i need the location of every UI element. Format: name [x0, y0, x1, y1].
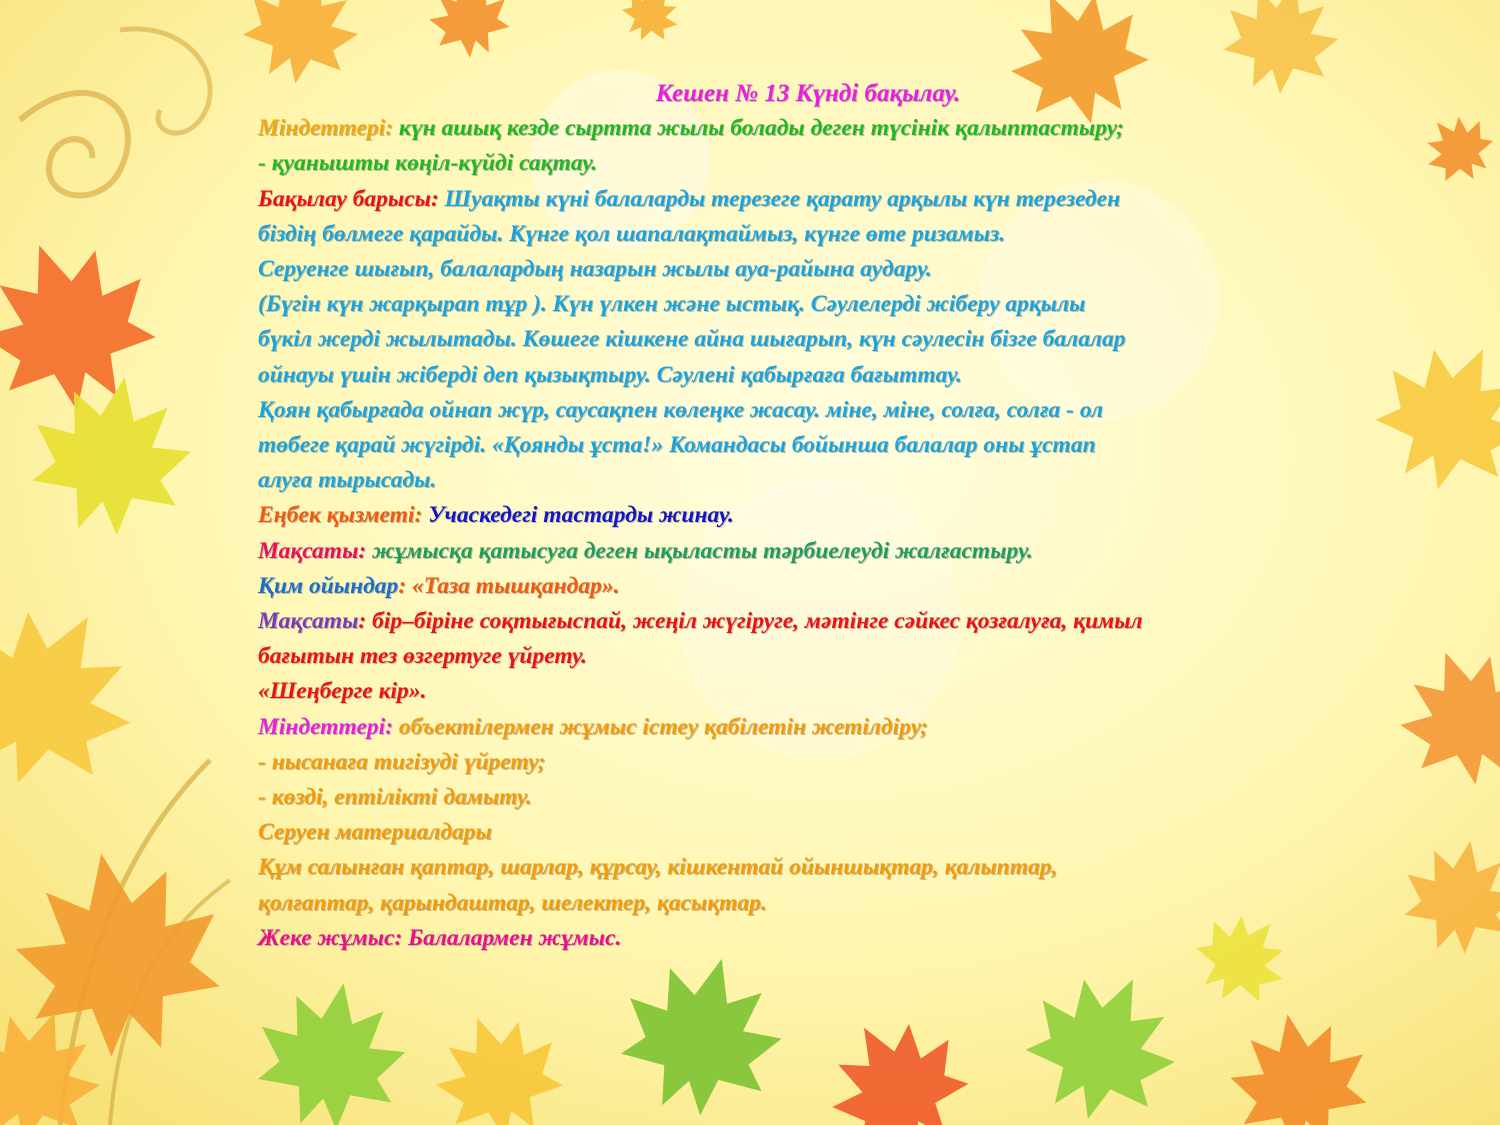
text-line	[258, 745, 1368, 780]
text-segment: Бақылау барысы:	[258, 185, 445, 212]
text-segment: Мақсаты:	[258, 537, 373, 564]
text-line	[258, 146, 1368, 181]
text-line	[258, 498, 1368, 533]
text-segment: «Шеңберге кір».	[258, 678, 427, 705]
text-line	[258, 428, 1368, 463]
text-segment: Учаскедегі тастарды жинау.	[428, 502, 734, 529]
text-segment: жұмысқа қатысуға деген ықыласты тәрбиелеуді жалғастыру.	[372, 537, 1033, 564]
text-segment: - нысанаға тигізуді үйрету;	[258, 748, 546, 775]
text-line	[258, 674, 1368, 709]
document-text	[258, 76, 1368, 956]
text-segment: алуға тырысады.	[258, 467, 437, 494]
text-segment: төбеге қарай жүгірді. «Қоянды ұста!» Командасы бойынша балалар оны ұстап	[258, 432, 1096, 459]
text-segment: Қим ойындар	[258, 572, 399, 599]
text-line	[258, 815, 1368, 850]
text-line	[258, 710, 1368, 745]
page-title: Кешен № 13 Күнді бақылау.	[655, 80, 961, 107]
text-segment: ойнауы үшін жіберді деп қызықтыру. Сәулені қабырғаға бағыттау.	[258, 361, 962, 388]
text-line	[258, 358, 1368, 393]
text-segment: бүкіл жерді жылытады. Көшеге кішкене айна шығарып, күн сәулесін бізге балалар	[258, 326, 1126, 353]
text-segment: Қоян қабырғада ойнап жүр, саусақпен көлеңке жасау. міне, міне, солға, солға - ол	[258, 396, 1104, 423]
text-segment: қолғаптар, қарындаштар, шелектер, қасықтар.	[258, 889, 767, 916]
text-segment: Серуен материалдары	[258, 819, 492, 846]
text-line	[258, 111, 1368, 146]
text-segment: бағытын тез өзгертуге үйрету.	[258, 643, 587, 670]
text-segment: Еңбек қызметі:	[258, 502, 429, 529]
text-line	[258, 534, 1368, 569]
text-segment: - қуанышты көңіл-күйді сақтау.	[258, 150, 598, 177]
text-segment: Міндеттері:	[258, 713, 399, 740]
text-line	[258, 604, 1368, 639]
text-segment: күн ашық кезде сыртта жылы болады деген түсінік қалыптастыру;	[398, 115, 1124, 142]
text-line	[258, 639, 1368, 674]
text-line	[258, 921, 1368, 956]
text-segment: : «Таза тышқандар».	[398, 572, 620, 599]
text-line	[258, 217, 1368, 252]
text-segment: : бір–біріне соқтығыспай, жеңіл жүгіруге, мәтінге сәйкес қозғалуға, қимыл	[358, 608, 1143, 635]
text-line	[258, 322, 1368, 357]
text-segment: Серуенге шығып, балалардың назарын жылы ауа-райына аудару.	[258, 256, 932, 283]
text-line	[258, 850, 1368, 885]
text-segment: біздің бөлмеге қарайды. Күнге қол шапалақтаймыз, күнге өте ризамыз.	[258, 220, 1006, 247]
text-segment: Мақсаты	[258, 608, 359, 635]
text-line	[258, 252, 1368, 287]
text-line	[258, 182, 1368, 217]
text-segment: Шуақты күні балаларды терезеге қарату арқылы күн терезеден	[444, 185, 1121, 212]
text-segment: объектілермен жұмыс істеу қабілетін жетілдіру;	[398, 713, 928, 740]
text-segment: (Бүгін күн жарқырап тұр ). Күн үлкен және ыстық. Сәулелерді жіберу арқылы	[258, 291, 1086, 318]
text-line	[258, 569, 1368, 604]
text-line	[258, 886, 1368, 921]
text-segment: - көзді, ептілікті дамыту.	[258, 784, 532, 811]
text-line	[258, 393, 1368, 428]
text-segment: Міндеттері:	[258, 115, 399, 142]
text-line	[258, 780, 1368, 815]
text-segment: Жеке жұмыс: Балалармен жұмыс.	[258, 924, 622, 951]
text-segment: Құм салынған қаптар, шарлар, құрсау, кішкентай ойыншықтар, қалыптар,	[258, 854, 1058, 881]
text-line	[258, 287, 1368, 322]
text-line	[258, 463, 1368, 498]
